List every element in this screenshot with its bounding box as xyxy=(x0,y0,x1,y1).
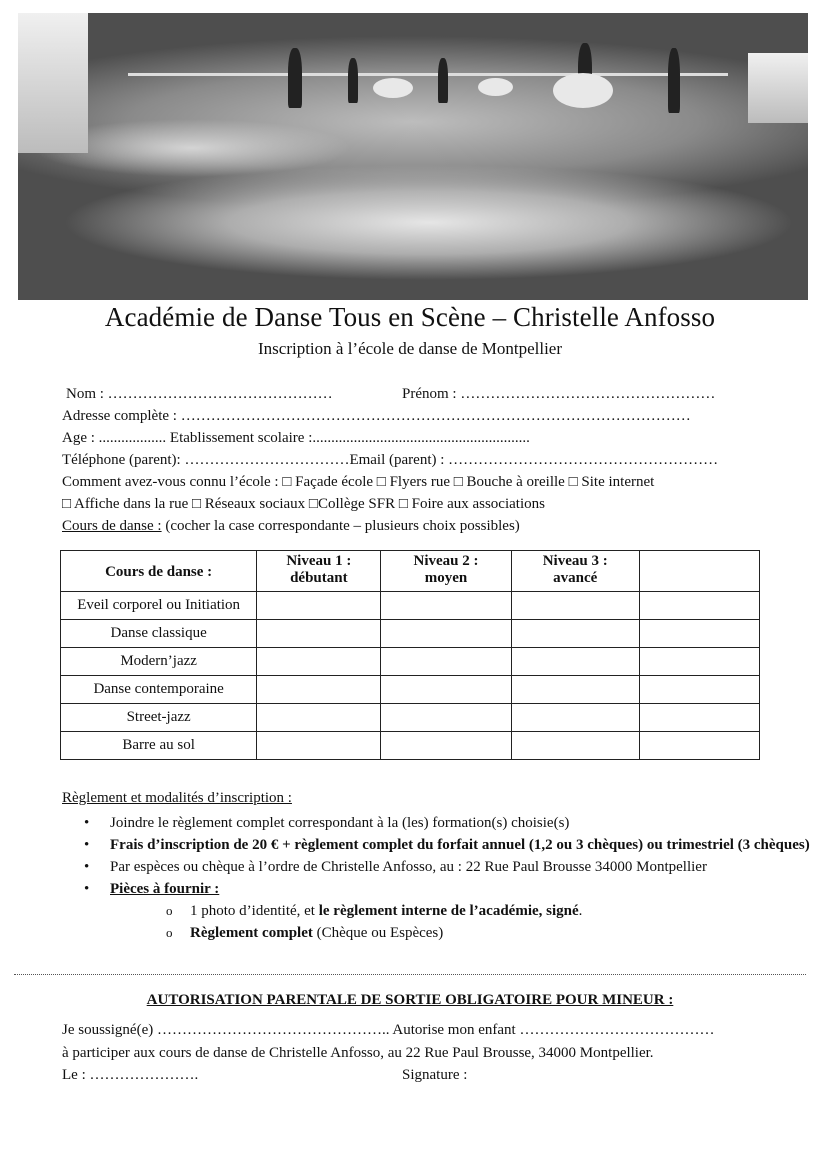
separator xyxy=(14,974,806,975)
list-item xyxy=(80,834,810,856)
extra-cell[interactable] xyxy=(639,592,759,620)
level-cell[interactable] xyxy=(511,620,639,648)
level-cell[interactable] xyxy=(511,592,639,620)
level-cell[interactable] xyxy=(257,648,381,676)
source-checkboxes[interactable]: Comment avez-vous connu l’école : □ Façade école □ Flyers rue □ Bouche à oreille □ Site internet xyxy=(62,474,655,490)
bullet-icon: • xyxy=(84,881,90,897)
table-row xyxy=(61,592,760,620)
telephone-email-field[interactable]: Téléphone (parent): ……………………………Email (parent) : ……………………………………………… xyxy=(62,452,719,468)
page-subtitle: Inscription à l’école de danse de Montpellier xyxy=(258,339,562,358)
level-cell[interactable] xyxy=(381,676,511,704)
table-row xyxy=(61,676,760,704)
doc-text-post: . xyxy=(578,903,583,919)
rules-heading: Règlement et modalités d’inscription : xyxy=(62,790,292,806)
table-row xyxy=(61,620,760,648)
list-item xyxy=(80,812,810,834)
courses-table xyxy=(60,550,760,760)
cours-label: Cours de danse : xyxy=(62,518,162,534)
level-cell[interactable] xyxy=(511,676,639,704)
circle-bullet-icon: o xyxy=(166,925,173,940)
level-cell[interactable] xyxy=(381,620,511,648)
doc-text-bold: le règlement interne de l’académie, signé xyxy=(318,903,579,919)
level-cell[interactable] xyxy=(381,648,511,676)
date-field[interactable]: Le : …………………. xyxy=(62,1067,199,1083)
nom-field[interactable]: Nom : ……………………………………… xyxy=(66,386,333,402)
level-cell[interactable] xyxy=(257,732,381,760)
authorization-line-1[interactable]: Je soussigné(e) ……………………………………….. Autorise mon enfant ………………………………… xyxy=(62,1022,715,1038)
level-cell[interactable] xyxy=(511,704,639,732)
doc-text-bold: Règlement complet xyxy=(190,925,313,941)
bullet-icon: • xyxy=(84,815,90,831)
rule-text: Frais d’inscription de 20 € + règlement complet du forfait annuel (1,2 ou 3 chèques) ou trimestriel (3 chèques) xyxy=(110,837,810,853)
cours-hint: (cocher la case correspondante – plusieurs choix possibles) xyxy=(161,518,520,534)
source-checkboxes-2[interactable]: □ Affiche dans la rue □ Réseaux sociaux □Collège SFR □ Foire aux associations xyxy=(62,496,545,512)
header-niveau-3: Niveau 3 : avancé xyxy=(511,551,639,592)
header-niveau-2: Niveau 2 : moyen xyxy=(381,551,511,592)
extra-cell[interactable] xyxy=(639,676,759,704)
documents-list xyxy=(110,900,810,944)
page-title: Académie de Danse Tous en Scène – Christelle Anfosso xyxy=(104,302,716,332)
doc-text-post: (Chèque ou Espèces) xyxy=(312,925,444,941)
header-niveau-1: Niveau 1 : débutant xyxy=(257,551,381,592)
level-cell[interactable] xyxy=(511,732,639,760)
course-name: Street-jazz xyxy=(61,704,257,732)
extra-cell[interactable] xyxy=(639,732,759,760)
signature-field[interactable]: Signature : xyxy=(402,1067,468,1083)
cours-instructions xyxy=(62,518,520,535)
list-item xyxy=(80,878,810,944)
rules-list xyxy=(80,812,810,944)
header-cours: Cours de danse : xyxy=(61,551,257,592)
authorization-line-2: à participer aux cours de danse de Christelle Anfosso, au 22 Rue Paul Brousse, 34000 Montpellier. xyxy=(62,1045,654,1061)
list-item xyxy=(110,922,810,944)
extra-cell[interactable] xyxy=(639,704,759,732)
course-name: Danse classique xyxy=(61,620,257,648)
bullet-icon: • xyxy=(84,859,90,875)
list-item xyxy=(110,900,810,922)
level-cell[interactable] xyxy=(257,620,381,648)
prenom-field[interactable]: Prénom : …………………………………………… xyxy=(402,386,716,402)
table-row xyxy=(61,648,760,676)
header-photo xyxy=(18,13,808,300)
level-cell[interactable] xyxy=(257,676,381,704)
extra-cell[interactable] xyxy=(639,620,759,648)
age-etablissement-field[interactable]: Age : .................. Etablissement scolaire :.......................................................... xyxy=(62,430,530,446)
extra-cell[interactable] xyxy=(639,648,759,676)
level-cell[interactable] xyxy=(381,592,511,620)
level-cell[interactable] xyxy=(511,648,639,676)
table-row xyxy=(61,704,760,732)
level-cell[interactable] xyxy=(381,732,511,760)
level-cell[interactable] xyxy=(257,592,381,620)
course-name: Barre au sol xyxy=(61,732,257,760)
table-row xyxy=(61,732,760,760)
course-name: Eveil corporel ou Initiation xyxy=(61,592,257,620)
doc-text-pre: 1 photo d’identité, et xyxy=(190,903,319,919)
circle-bullet-icon: o xyxy=(166,903,173,918)
course-name: Modern’jazz xyxy=(61,648,257,676)
list-item xyxy=(80,856,810,878)
bullet-icon: • xyxy=(84,837,90,853)
adresse-field[interactable]: Adresse complète : ………………………………………………………………………………………… xyxy=(62,408,691,424)
rule-text: Pièces à fournir : xyxy=(110,881,220,897)
authorization-title: AUTORISATION PARENTALE DE SORTIE OBLIGATOIRE POUR MINEUR : xyxy=(146,992,674,1008)
rule-text: Par espèces ou chèque à l’ordre de Christelle Anfosso, au : 22 Rue Paul Brousse 34000 Montpellier xyxy=(110,859,707,875)
table-header-row xyxy=(61,551,760,592)
course-name: Danse contemporaine xyxy=(61,676,257,704)
header-empty xyxy=(639,551,759,592)
level-cell[interactable] xyxy=(257,704,381,732)
rule-text: Joindre le règlement complet correspondant à la (les) formation(s) choisie(s) xyxy=(110,815,570,831)
level-cell[interactable] xyxy=(381,704,511,732)
